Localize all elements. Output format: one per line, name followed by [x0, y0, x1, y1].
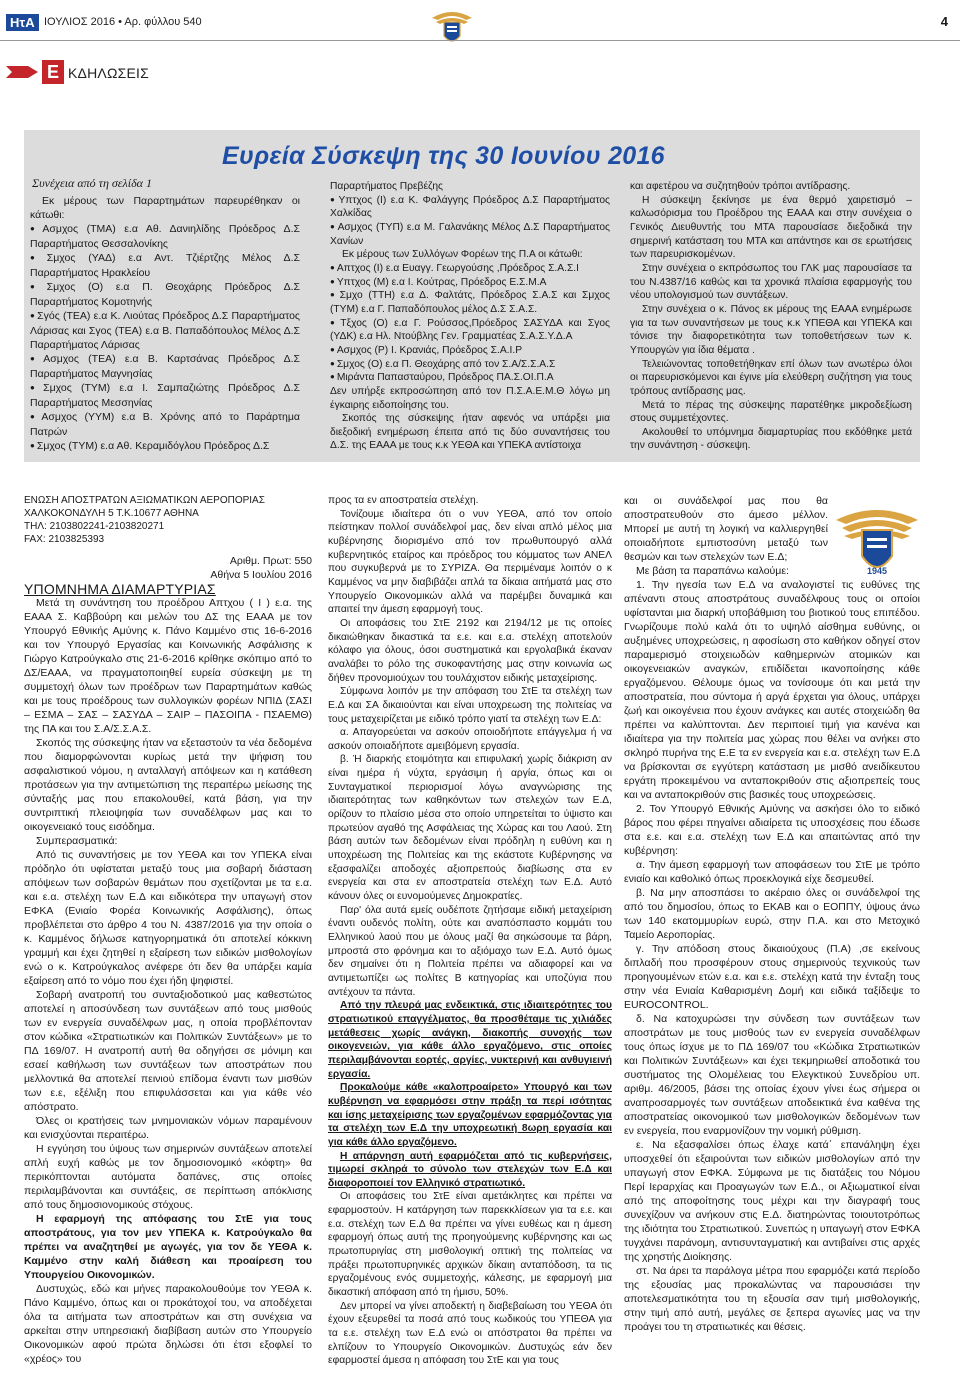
box-paragraph: ● Μιράντα Παπασταύρου, Πρόεδρος ΠΑ.Σ.ΟΙ.Π.Α — [330, 371, 610, 385]
box-paragraph: ● Ασμχος (ΤΥΠ) ε.α Μ. Γαλανάκης Μέλος Δ.Σ Παραρτήματος Χανίων — [330, 221, 610, 248]
box-paragraph: ● Σμχος (ΤΥΜ) ε.α Αθ. Κεραμιδόγλου Πρόεδρος Δ.Σ — [30, 439, 300, 454]
box-paragraph: ● Τξχος (Ο) ε.α Γ. Ρούσσος,Πρόεδρος ΣΑΣΥΔΑ και Σγος (ΥΔΚ) ε.α Ηλ. Ντούβλης Γεν. Γραμματέας Σ.Α.Σ.Υ.Δ.Α — [330, 317, 610, 344]
section-letter: Ε — [42, 60, 64, 84]
memo-paragraph: β. Να μην αποσπάσει το ακέραιο όλες οι συνάδελφοί της από του δημοσίου, όπως το ΕΚΑΒ και ο ΕΟΠΠΥ, ύψους άνω των 140 εκατομμυρίων ευρώ, στην Π.Α. και στο Μετοχικό Ταμείο Αεροπορίας. — [624, 887, 920, 941]
memo-paragraph: Σοβαρή ανατροπή του συνταξιοδοτικού μας καθεστώτος αποτελεί η αποσύνδεση των συντάξεων από τους μισθούς των εν ενεργεία συναδέλφων μας, η οποία προβλέπονταν στον κώδικα «Στρατιωτικών και Πολιτικών Συντάξεων» με το ΠΔ 169/07. Η ανατροπή αυτή θα οδηγήσει σε μόνιμη και εσαεί καθήλωση των συντάξεων των αποστράτων που μελλοντικά θα αποτελεί πεινιού επίδομα έναντι των μισθών των ε.ε, εξέλιξη που επιφυλάσσεται και για κάθε νέο απόστρατο. — [24, 989, 312, 1113]
memo-column-1 — [24, 494, 312, 1366]
emblem-year: 1945 — [866, 566, 888, 576]
memo-paragraph: α. Απαγορεύεται να ασκούν οποιοδήποτε επάγγελμα ή να ασκούν οποιαδήποτε αμειβόμενη εργασία. — [328, 727, 612, 752]
memo-paragraph: Παρ' όλα αυτά εμείς ουδέποτε ζητήσαμε ειδική μεταχείριση έναντι ουδενός πολίτη, ούτε και αναπόσπαστο κομμάτι του Ελληνικού λαού που με όλους μαζί θα σηκώσουμε τα βάρη, μπροστά στο φρόνημα και το αξιόμαχο των Ε.Δ. Αυτό όμως δεν σημαίνει ότι η Πολιτεία πρέπει να αδιαφορεί και να αντιμετωπίζει ως πολίτες Β κατηγορίας και υποζύγια που αντέχουν τα πάντα. — [328, 904, 612, 998]
continued-note: Συνέχεια από τη σελίδα 1 — [32, 176, 152, 190]
box-paragraph: ● Σμχος (Ο) ε.α Π. Θεοχάρης Πρόεδρος Δ.Σ Παραρτήματος Κομοτηνής — [30, 280, 300, 309]
section-banner — [6, 60, 306, 86]
protocol-number: Αριθμ. Πρωτ: 550 — [229, 555, 312, 567]
memo-paragraph: Σύμφωνα λοιπόν με την απόφαση του ΣτΕ τα στελέχη των Ε.Δ και ΣΑ δικαιούνται και είναι υποχρεωση της πολιτείας να τους μεταχειρίζεται με ειδικό τρόπο γιατί τα στελέχη των Ε.Δ: — [328, 686, 612, 725]
org-line: ΧΑΛΚΟΚΟΝΔΥΛΗ 5 Τ.Κ.10677 ΑΘΗΝΑ — [24, 508, 199, 519]
memo-paragraph: Η εφαρμογή της απόφασης του ΣτΕ για τους αποστράτους, για τον μεν ΥΠΕΚΑ κ. Κατρούγκαλο θα πρέπει να αναζητηθεί με αγωγές, για τον δε ΥΕΘΑ κ. Καμμένο στην καλή διάθεση και προαίρεση του Υπουργείου Οικονομικών. — [24, 1213, 312, 1281]
box-paragraph: ● Σμχο (ΤΤΗ) ε.α Δ. Φαλτάτς, Πρόεδρος Σ.Α.Σ και Σμχος (ΤΥΜ) ε.α Γ. Παπαδόπουλος μέλος Δ.Σ Σ.Α.Σ. — [330, 289, 610, 316]
box-paragraph: Στην συνέχεια ο εκπρόσωπος του ΓΛΚ μας παρουσίασε τα του Ν.4387/16 καθώς και τα χρονικά πλαίσια εφαρμογής του νέου υπολογισμού των συντάξεων. — [630, 262, 912, 302]
box-paragraph: Τελειώνοντας τοποθετήθηκαν επί όλων των ανωτέρω όλοι οι παρευρισκόμενοι και έγινε μία ελεύθερη συζήτηση για τους τρόπους αντίδρασης μας. — [630, 358, 912, 397]
header-divider — [0, 40, 960, 41]
box-column-1 — [30, 194, 300, 454]
memo-paragraph: Οι αποφάσεις του ΣτΕ 2192 και 2194/12 με τις οποίες δικαιώθηκαν δικαστικά τα ε.ε. και ε.α. στελέχη αποτελούν κόλαφο για όλους, όσοι συστηματικά και εργολαβικά έκαναν αναλάβει το ρόλο της συκοφαντήσης μας στην κοινωνία ως δήθεν προνομιούχων του τουλάχιστον ειδικής μεταχείρισης. — [328, 617, 612, 684]
box-paragraph: ● Ασμχος (ΤΕΑ) ε.α Β. Καρτσάνας Πρόεδρος Δ.Σ Παραρτήματος Μαγνησίας — [30, 352, 300, 381]
memo-paragraph: Σκοπός της σύσκεψης ήταν να εξεταστούν τα νέα δεδομένα που διαμορφώνονται κυρίως μετά την ψήφιση του ασφαλιστικού νόμου, η ανταλλαγή απόψεων και η κατάθεση προτάσεων για την αντιμετώπιση της περαιτέρω μείωσης της σύνταξής μας που επακολουθεί, κατά βάση, για την συντριπτική πλειοψηφία των συναδέλφων μας και το οικογενειακό τους εισόδημα. — [24, 737, 312, 833]
box-paragraph: Ακολουθεί το υπόμνημα διαμαρτυρίας που εκδόθηκε μετά την συνάντηση - σύσκεψη. — [630, 426, 912, 452]
box-paragraph: ● Υπτχος (Ι) ε.α Κ. Φαλάγγης Πρόεδρος Δ.Σ Παραρτήματος Χαλκίδας — [330, 194, 610, 221]
memo-paragraph: Οι αποφάσεις του ΣτΕ είναι αμετάκλητες και πρέπει να εφαρμοστούν. Η κατάργηση των παρεκκλίσεων για τα ε.ε. και ε.α. στελέχη των Ε.Δ θα πρέπει να γίνει ευθέως και η άμεση εφαρμογή όπως αυτή της προηγούμενης κυβέρνησης και ως πρωτοπυριγίας στη μισθολογική οπτική της πολιτείας να πράξει πρωτοπυρηνικές αρχικών δίκαιη ανταπόδοση, τα τις εργαζομένους ενός συμμετοχής, κάλεσης, με εφαρμογή μια δικαστική απόφαση από τη ήμισυ, 50%. — [328, 1191, 612, 1299]
memo-paragraph: 1. Την ηγεσία των Ε.Δ να αναλογιστεί τις ευθύνες της απέναντι στους αποστράτους συναδέλφους τους οι οποίοι υφίστανται μια διαρκή υποβάθμιση του βιοτικού τους επιπέδου. Γνωρίζουμε πολύ καλά ότι το υψηλό αίσθημα ευθύνης, οι αυξημένες υποχρεώσεις, η αφοσίωση στο καθήκον οδηγεί στον παραμερισμό στοιχειωδών καθημερινών ατομικών και οικογενειακών αναγκών, επιδίδεται ικανοποίησης κάθε εργαζόμενου. Θέλουμε όμως να τονίσουμε ότι και μετά την αποστρατεία, που σύντομα ή αργά έρχεται για όλους, υπάρχει ζωή και οικογένεια που έχουν ανάγκες και αυτές στοιχειώδη θα πρέπει να καλύπτονται. Δεν περιποιεί τιμή για κανένα και ιδιαίτερα για την πολιτεία μας χώρας που θέλει να ανήκει στο σκληρό πυρήνα της Ε.Ε τα εν ενεργεία και ε.α. στελέχη των Ε.Δ να βρίσκονται σε εγγύτερη κατάσταση με μισθό ανειδίκευτου εργάτη προκειμένου να ανταποκριθούν στις αξιοπρεπείς τους και να ανταποκριθούν στις βασικές τους υποχρεώσεις. — [624, 579, 920, 801]
box-column-2 — [330, 180, 610, 453]
memo-paragraph: Μετά τη συνάντηση του προέδρου Απτχου ( Ι ) ε.α. της ΕΑΑΑ Σ. Καββούρη και μελών του ΔΣ της ΕΑΑΑ με τον Υπουργό Εθνικής Αμύνης κ. Πάνο Καμμένο στις 16-6-2016 και τον Υπουργό Εργασίας και Κοινωνικής Ασφάλισης κ Γιώργο Κατρούγκαλο στις 21-6-2016 κρίθηκε σκόπιμο από το ΔΣ/ΕΑΑΑ, να πραγματοποιηθεί ευρεία σύσκεψη με τη συμμετοχή όλων των προέδρων των Παραρτημάτων καθώς και με τους προέδρους των συλλογικών φορέων ΝΠΙΔ (ΣΑΣΙ – ΕΣΜΑ – ΣΑΣ – ΣΑΣΥΔΑ – ΣΑΙΡ – ΠΑΣΟΙΠΑ - ΠΣΑΕΜΘ) της ΠΑ και του Σ.Α/Σ.Σ.Α.Σ. — [24, 597, 312, 735]
org-line: ΕΝΩΣΗ ΑΠΟΣΤΡΑΤΩΝ ΑΞΙΩΜΑΤΙΚΩΝ ΑΕΡΟΠΟΡΙΑΣ — [24, 495, 265, 506]
memo-paragraph: α. Την άμεση εφαρμογή των αποφάσεων του ΣτΕ με τρόπο ενιαίο και καθολικό όπως προεκλογικά είχε δεσμευθεί. — [624, 859, 920, 885]
memo-paragraph: γ. Την απόδοση στους δικαιούχους (Π.Α) ,σε εκείνους διπλαδή που προσφέρουν στους σημερινούς τεχνικούς των προηγουμένων ετών ε.α. και ε.ε. στελέχη κατά την ένταξη τους στην νέα Ενιαία Καθαρισμένη Δομή και ειδικά ταξίδεψε το EUROCONTROL. — [624, 943, 920, 1011]
memo-column-2 — [328, 494, 612, 1368]
page-number: 4 — [940, 14, 948, 29]
box-paragraph: ● Ασμχος (Ρ) Ι. Κρανιάς, Πρόεδρος Σ.Α.Ι.Ρ — [330, 344, 610, 358]
memo-paragraph: Δεν μπορεί να γίνει αποδεκτή η διαβεβαίωση του ΥΕΘΑ ότι έχουν εξευρεθεί τα ποσά από τους κωδικούς του ΥΠΕΘΑ για τα ε.ε. στελέχη των Ε.Δ ενώ οι απόστρατοι θα πρέπει να ελπίζουν το Υπουργείο Οικονομικών. Δυστυχώς εάν δεν εφαρμοστεί άμεσα η απόφαση του ΣτΕ και για τους — [328, 1300, 612, 1367]
memo-place-date: Αθήνα 5 Ιουλίου 2016 — [210, 569, 312, 581]
memo-paragraph: Από τις συναντήσεις με τον ΥΕΘΑ και τον ΥΠΕΚΑ είναι πρόδηλο ότι υφίσταται μεταξύ τους μια σοβαρή διάσταση απόψεων των σοβαρών θεμάτων που σχετίζονται με τα ε.α. και ε.α. στελέχη των Ε.Δ και ειδικότερα την υπαγωγή στον ΕΦΚΑ (Ενιαίο Φορέα Κοινωνικής Ασφάλισης), όπως προβλέπεται στο άρθρο 4 του Ν. 4387/2016 για την οποία ο κ. Καμμένος δήλωσε κατηγορηματικά ότι αποτελεί κόκκινη γραμμή και έχει ζητηθεί η εξαίρεση των ειδικών μισθολογίων ενώ ο κ. Κατρούγκαλος ανέφερε ότι δεν θα υπάρξει καμία εξαίρεση από το νόμο που έχει ήδη ψηφιστεί. — [24, 849, 312, 987]
org-letterhead — [24, 494, 312, 546]
memo-body-3-top — [624, 494, 828, 578]
memo-body-3 — [624, 578, 920, 1334]
association-emblem-icon — [430, 4, 474, 48]
memo-paragraph: Η απάρνηση αυτή εφαρμόζεται από τις κυβερνήσεις, τιμωρεί σκληρά το σύνολο των στελεχών των Ε.Δ και διαφοροποιεί τον Ελληνικό στρατιωτικό. — [328, 1150, 612, 1189]
box-paragraph: Παραρτήματος Πρεβέζης — [330, 181, 443, 192]
box-paragraph: ● Σμχος (Ο) ε.α Π. Θεοχάρης από τον Σ.Α/Σ.Σ.Α.Σ — [330, 358, 610, 372]
memo-paragraph: Δυστυχώς, εδώ και μήνες παρακολουθούμε τον ΥΕΘΑ κ. Πάνο Καμμένο, όπως και οι προκάτοχοί του, να αποδέχεται όλα τα αιτήματα των αποστράτων και στη συνέχεια να αρκείται στην υπηρεσιακή διαβίβαση αυτών στο Υπουργείο Οικονομικών αφού πρώτα δηλώσει ότι έτσι εξοφλεί το «χρέος» του — [24, 1283, 312, 1365]
memo-paragraph: και οι συνάδελφοί μας που θα αποστρατευθούν στο άμεσο μέλλον. Μπορεί με αυτή τη λογική να καλλιεργηθεί οποιαδήποτε εμπιστοσύνη μεταξύ των θεσμών και των στελεχών των Ε.Δ; — [624, 495, 828, 563]
memo-paragraph: Από την πλευρά μας ενδεικτικά, στις ιδιαιτερότητες του στρατιωτικού επαγγέλματος, θα προσθέταμε τις χιλιάδες μετάθεσεις χωρίς ανάγκη, διακοπής συνοχής των οικογενειών, για κάθε άλλο εργαζόμενο, στις οποίες περιλαμβάνονται εορτές, αργίες, νυκτερινή και ανθυγιεινή εργασία. — [328, 1000, 612, 1080]
memo-paragraph: ε. Να εξασφαλίσει όπως έλαχε κατά΄ επανάληψη έχει υποσχεθεί ότι εξαιρούνται των ειδικών μισθολογίων από την υπαγωγή στον ΕΦΚΑ. Σύμφωνα με τις διατάξεις του Νόμου Περί Ιεραρχίας και Προαγωγών των Ε.Δ., οι Αξιωματικοί είναι από της αποφοίτησης τους μέχρι και την διαγραφή τους συνεχίζουν να ανήκουν στις Ε.Δ. διατηρώντας τοιουτοτρόπως της ιδιότητα του Στρατιωτικού. Συνεπώς η υπαγωγή στον ΕΦΚΑ τυγχάνει παράνομη, αντισυνταγματική και αντιβαίνει στις αρχές της χρηστής Διοίκησης. — [624, 1139, 920, 1263]
memo-paragraph: δ. Να κατοχυρώσει την σύνδεση των συντάξεων των αποστράτων με τους μισθούς των εν ενεργεία συναδέλφων τους όπως ίσχυε με το ΠΔ 169/07 του «Κώδικα Στρατιωτικών και Πολιτικών Συντάξεων» και έχει τεκμηριωθεί αποδοτικά του συστήματος της Ολομέλειας του Ελεγκτικού Συνεδρίου υπ. αριθμ. 46/2005, βάσει της οποίας έχουν γίνει έως σήμερα οι αναπροσαρμογές των συντάξεων αποδεικτικά ένα καθένα της αποστρατείας οικονομικού των μισθολογικών δεδομένων των εν ενεργεία, που εναρμονίζουν την νομική ρύθμιση. — [624, 1013, 920, 1137]
memo-paragraph: Η εγγύηση του ύψους των σημερινών συντάξεων αποτελεί απλή ευχή καθώς με τον δημοσιονομικό «κόφτη» θα περικόπτονται αυτόματα δαπάνες, στις οποίες περιλαμβάνονται και συντάξεις, σε περίπτωση απόκλισης από τους δημοσιονομικούς στόχους. — [24, 1143, 312, 1211]
newspaper-logo: ΗτΑ — [6, 14, 39, 31]
box-paragraph: Σκοπός της σύσκεψης ήταν αφενός να υπάρξει μια διεξοδική ενημέρωση έπειτα από τις δύο συναντήσεις του Δ.Σ. της ΕΑΑΑ με τους κ.κ ΥΕΘΑ και ΥΠΕΚΑ αντίστοιχα — [330, 413, 610, 452]
box-paragraph: Εκ μέρους των Παραρτημάτων παρευρέθηκαν οι κάτωθι: — [30, 195, 300, 221]
memo-paragraph: Προκαλούμε κάθε «καλοπροαίρετο» Υπουργό και των κυβέρνηση να εφαρμόσει στην πράξη τα περί ισότητας και ίσης μεταχείρισης των εργαζομένων εφαρμόζοντας για τα στελέχη των Ε.Δ την υποχρεωτική 8ωρη εργασία και για κάθε άλλο εργαζόμενο. — [328, 1082, 612, 1148]
box-paragraph: ● Σγός (ΤΕΑ) ε.α Κ. Λιούτας Πρόεδρος Δ.Σ Παραρτήματος Λάρισας και Σγος (ΤΕΑ) ε.α Β. Παπαδόπουλος Μέλος Δ.Σ Παραρτήματος Λάρισας — [30, 309, 300, 352]
article-title: Ευρεία Σύσκεψη της 30 Ιουνίου 2016 — [222, 142, 665, 170]
issue-date: ΙΟΥΛΙΟΣ 2016 • Αρ. φύλλου 540 — [44, 16, 202, 28]
memo-paragraph: 2. Τον Υπουργό Εθνικής Αμύνης να ασκήσει όλο το ειδικό βάρος που φέρει πηγαίνει αδιαίρετα τις υποσχέσεις που έδωσε στα ε.ε. και ε.α. στελέχη των Ε.Δ και απαιτώντας από την κυβέρνηση: — [624, 803, 920, 857]
box-paragraph: και αφετέρου να συζητηθούν τρόποι αντίδρασης. — [630, 181, 851, 192]
box-paragraph: Στην συνέχεια ο κ. Πάνος εκ μέρους της ΕΑΑΑ ενημέρωσε για τα των συναντήσεων με τους κ.κ ΥΠΕΘΑ και ΥΠΕΚΑ και τόνισε την διαφορετικότητα των τοποθετήσεων των κ. Υπουργών για ίδια θέματα . — [630, 303, 912, 356]
box-column-3 — [630, 180, 912, 453]
memo-body-1 — [24, 596, 312, 1366]
box-paragraph: Η σύσκεψη ξεκίνησε με ένα θερμό χαιρετισμό – καλωσόρισμα του Προέδρου της ΕΑΑΑ και στην συνέχεια ο Γενικός Διευθυντής του ΜΤΑ παρουσίασε διεξοδικά την σημερινή κατάσταση του ΜΤΑ και απάντησε και σε ερωτήσεις των παρευρισκομένων. — [630, 194, 912, 261]
memo-paragraph: Τονίζουμε ιδιαίτερα ότι ο νυν ΥΕΘΑ, από τον οποίο πείστηκαν πολλοί συνάδελφοί μας, δεν είναι απλό μέλος μια κυβέρνησης διορισμένο από τον πρωθυπουργό αλλά κυβερνητικός εταίρος και πρόεδρος του κόμματος των ΑΝΕΛ που συγκυβερνά με το ΣΥΡΙΖΑ. Θα περιμέναμε λοιπόν ο κ Καμμένος να μην διαβιβάζει απλά τα δίκαια αιτήματά μας στο Υπουργείο Οικονομικών αλλά να παρέμβει δυναμικά και απαιτεί την άμεση εφαρμογή τους. — [328, 508, 612, 616]
memo-heading: ΥΠΟΜΝΗΜΑ ΔΙΑΜΑΡΤΥΡΙΑΣ — [24, 581, 216, 597]
memo-paragraph: Με βάση τα παραπάνω καλούμε: — [636, 565, 789, 577]
box-paragraph: ● Ασμχος (ΥΥΜ) ε.α Β. Χρόνης από το Παράρτημα Πατρών — [30, 410, 300, 439]
org-line: FAX: 2103825393 — [24, 534, 105, 545]
org-line: ΤΗΛ: 2103802241-2103820271 — [24, 521, 165, 532]
page-header — [0, 0, 960, 50]
box-paragraph: ● Σμχος (ΥΑΔ) ε.α Αντ. Τζιέρτζης Μέλος Δ.Σ Παραρτήματος Ηρακλείου — [30, 251, 300, 280]
box-paragraph: Εκ μέρους των Συλλόγων Φορέων της Π.Α οι κάτωθι: — [342, 249, 583, 261]
section-label: ΚΔΗΛΩΣΕΙΣ — [68, 65, 149, 81]
memo-paragraph: Όλες οι κρατήσεις των μνημονιακών νόμων παραμένουν και ενισχύονται περαιτέρω. — [24, 1115, 312, 1141]
box-paragraph: ● Σμχος (ΤΥΜ) ε.α Ι. Σαμπαζιώτης Πρόεδρος Δ.Σ Παραρτήματος Μεσσηνίας — [30, 381, 300, 410]
box-paragraph: Μετά το πέρας της σύσκεψης παρατέθηκε μικροδεξίωση στους συμμετέχοντες. — [630, 399, 912, 425]
memo-paragraph: προς τα εν αποστρατεία στελέχη. — [328, 495, 479, 506]
box-paragraph: ● Υπτχος (Μ) ε.α Ι. Κούτρας, Πρόεδρος Ε.Σ.Μ.Α — [330, 276, 610, 290]
box-paragraph: Δεν υπήρξε εκπροσώπηση από τον Π.Σ.Α.Ε.Μ.Θ λόγω μη έγκαιρης ειδοποίησης του. — [330, 385, 610, 411]
memo-paragraph: στ. Να άρει τα παράλογα μέτρα που εφαρμόζει κατά περίοδο της εξουσίας μας προκαλώντας να παρουσιάσει την αποτελεσματικότητα του τη εξουσία σαν τιμή μισθολογικής, στην τιμή από αυτή, μεγάλες σε ξεπερα αγωνίες μας να την προάγει του τη στρατιωτικές και θέσεις. — [624, 1265, 920, 1333]
box-paragraph: ● Ασμχος (ΤΜΑ) ε.α Αθ. Δανιηλίδης Πρόεδρος Δ.Σ Παραρτήματος Θεσσαλονίκης — [30, 222, 300, 251]
box-paragraph: ● Απτχος (Ι) ε.α Ευαγγ. Γεωργούσης ,Πρόεδρος Σ.Α.Σ.Ι — [330, 262, 610, 276]
memo-paragraph: Συμπερασματικά: — [36, 835, 118, 847]
arrow-icon — [6, 64, 38, 80]
memo-paragraph: β. Ή διαρκής ετοιμότητα και επιφυλακή χωρίς διάκριση αν είναι ημέρα ή νύχτα, εργάσιμη ή αργία, όπως και οι Συνταγματικοί περιορισμοί λόγω αναγνώρισης της ιδιαιτερότητας των καθηκόντων των στελεχών των Ε.Δ, ορίζουν το πλαίσιο μέσα στο οποίο υπηρετείται το ύψιστο και πρωτεύον αγαθό της Ασφάλειας της Χώρας και του Λαού. Στη βάση αυτών των δεδομένων είναι πρόδηλη η ευθύνη και η υποχρέωση της Πολιτείας και της εκάστοτε Κυβέρνησης να εξασφαλίζει αποδοχές αξιοπρεπούς διαβίωσης στα εν ενεργεία και στα εν αποστρατεία στελέχη των Ε.Δ. Αυτό κάνουν όλες οι ευνομούμενες Δημοκρατίες. — [328, 754, 612, 903]
memo-column-3 — [624, 494, 920, 1334]
